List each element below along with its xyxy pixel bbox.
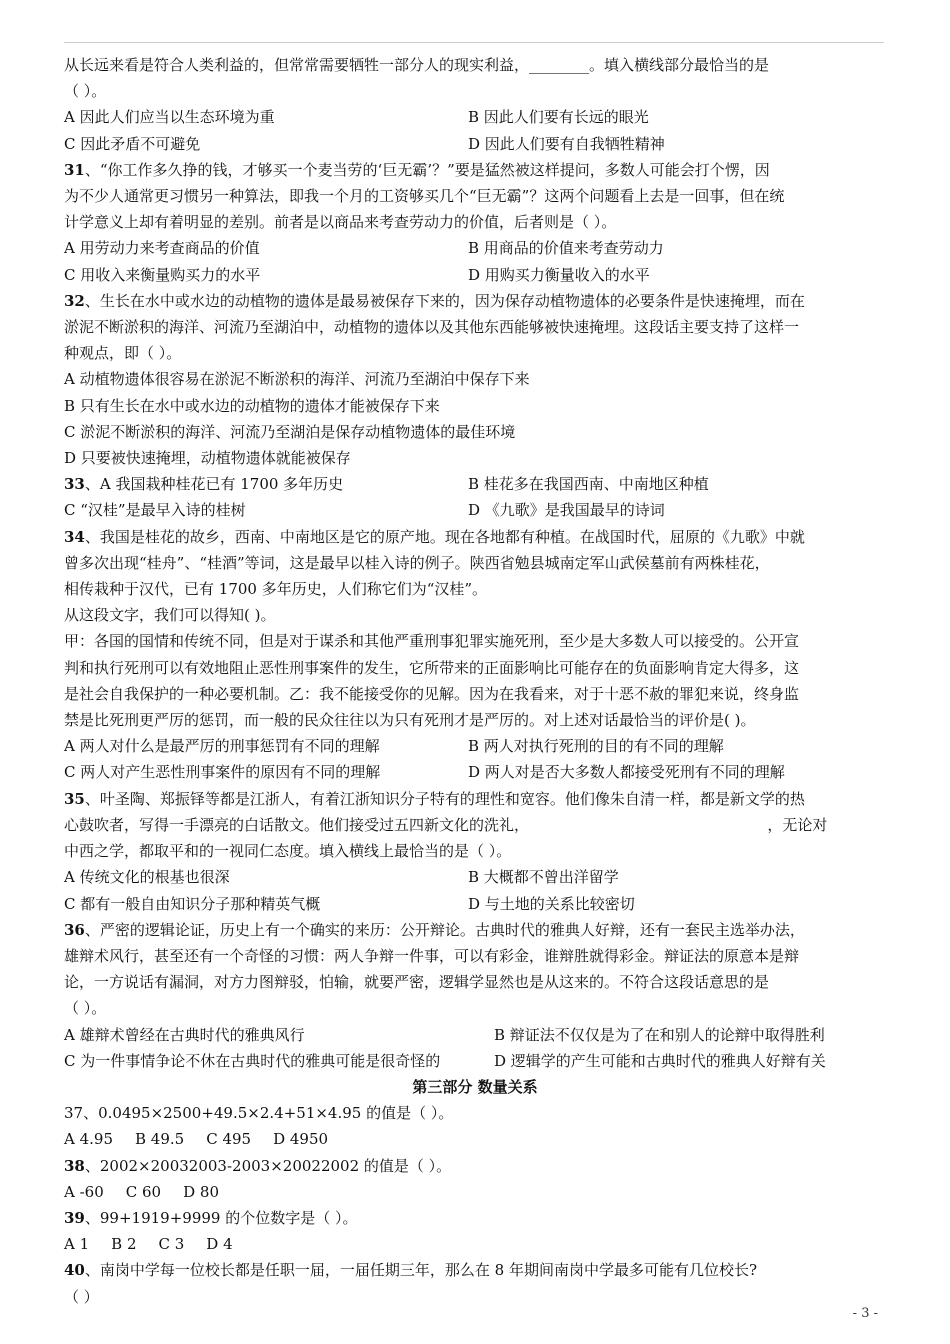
question-number: 35 — [64, 789, 85, 808]
question-33 — [64, 471, 886, 523]
question-text: 曾多次出现“桂舟”、“桂酒”等词，这是最早以桂入诗的例子。陕西省勉县城南定军山武侯墓前有两株桂花， — [64, 553, 770, 572]
option-a: A -60 — [64, 1182, 104, 1201]
question-38 — [64, 1153, 886, 1205]
option-d: D 因此人们要有自我牺牲精神 — [468, 134, 665, 153]
option-b: B 用商品的价值来考查劳动力 — [468, 239, 664, 258]
option-c: C 用收入来衡量购买力的水平 — [64, 265, 261, 284]
option-a: 、A 我国栽种桂花已有 1700 多年历史 — [84, 475, 344, 494]
question-34 — [64, 524, 886, 786]
option-a: A 雄辩术曾经在古典时代的雅典风行 — [64, 1025, 305, 1044]
option-c: C “汉桂”是最早入诗的桂树 — [64, 501, 246, 520]
option-b: B 因此人们要有长远的眼光 — [468, 108, 649, 127]
option-c: C 都有一般自由知识分子那种精英气概 — [64, 894, 321, 913]
question-number: 33 — [64, 475, 85, 494]
option-d: D 4 — [206, 1235, 233, 1254]
question-text: 是社会自我保护的一种必要机制。乙：我不能接受你的见解。因为在我看来，对于十恶不赦的罪犯来说，终身监 — [64, 684, 800, 703]
question-text: 从长远来看是符合人类利益的，但常常需要牺牲一部分人的现实利益，________。填入横线部分最恰当的是 — [64, 56, 770, 74]
question-text: 论，一方说话有漏洞，对方力图辩驳，怕输，就要严密，逻辑学显然也是从这来的。不符合这段话意思的是 — [64, 973, 770, 992]
question-40 — [64, 1257, 886, 1309]
question-number: 39 — [64, 1208, 85, 1227]
option-b: B 2 — [111, 1235, 137, 1254]
question-36 — [64, 917, 886, 1074]
question-text: 、99+1919+9999 的个位数字是（ ）。 — [84, 1208, 358, 1227]
question-text: 、叶圣陶、郑振铎等都是江浙人，有着江浙知识分子特有的理性和宽容。他们像朱自清一样，都是新文学的热 — [84, 789, 805, 808]
answer-blank: （ ）。 — [64, 999, 107, 1018]
option-c: C 两人对产生恶性刑事案件的原因有不同的理解 — [64, 763, 381, 782]
question-text: 为不少人通常更习惯另一种算法，即我一个月的工资够买几个“巨无霸”？这两个问题看上去是一回事，但在统 — [64, 187, 785, 206]
option-d: D 逻辑学的产生可能和古典时代的雅典人好辩有关 — [494, 1051, 826, 1070]
question-number: 31 — [64, 160, 85, 179]
answer-blank: （ ）。 — [64, 82, 107, 101]
question-text: 、“你工作多久挣的钱，才够买一个麦当劳的‘巨无霸’？”要是猛然被这样提问，多数人可能会打个愣，因 — [84, 160, 770, 179]
option-d: D 两人对是否大多数人都接受死刑有不同的理解 — [468, 763, 785, 782]
option-d: D 只要被快速掩埋，动植物遗体就能被保存 — [64, 449, 351, 468]
question-text: 从这段文字，我们可以得知( )。 — [64, 606, 276, 625]
question-number: 32 — [64, 291, 85, 310]
question-35 — [64, 786, 886, 917]
header-rule — [64, 42, 884, 43]
option-b: B 49.5 — [135, 1130, 185, 1149]
option-b: B 只有生长在水中或水边的动植物的遗体才能被保存下来 — [64, 396, 440, 415]
question-text: 中西之学，都取平和的一视同仁态度。填入横线上最恰当的是（ ）。 — [64, 842, 512, 861]
question-text: 种观点，即（ ）。 — [64, 344, 182, 363]
question-37 — [64, 1100, 886, 1152]
option-c: C 60 — [125, 1182, 162, 1201]
question-text: 、我国是桂花的故乡，西南、中南地区是它的原产地。现在各地都有种植。在战国时代，屈原的《九歌》中就 — [84, 527, 805, 546]
section-heading: 第三部分 数量关系 — [412, 1077, 538, 1096]
document-body — [64, 52, 886, 1310]
option-d: D 4950 — [273, 1130, 329, 1149]
option-c: C 为一件事情争论不休在古典时代的雅典可能是很奇怪的 — [64, 1051, 441, 1070]
question-number: 38 — [64, 1156, 85, 1175]
question-text: 、南岗中学每一位校长都是任职一届，一届任期三年，那么在 8 年期间南岗中学最多可能有几位校长? — [84, 1261, 758, 1280]
option-d: D 用购买力衡量收入的水平 — [468, 265, 650, 284]
question-number: 34 — [64, 527, 85, 546]
question-39 — [64, 1205, 886, 1257]
question-text: 、2002×20032003-2003×20022002 的值是（ ）。 — [84, 1156, 452, 1175]
option-b: B 大概都不曾出洋留学 — [468, 868, 619, 887]
question-32 — [64, 288, 886, 471]
option-a: A 两人对什么是最严厉的刑事惩罚有不同的理解 — [64, 737, 380, 756]
page-number: - 3 - — [852, 1306, 878, 1321]
question-text: 相传栽种于汉代，已有 1700 多年历史，人们称它们为“汉桂”。 — [64, 580, 488, 599]
question-text: 雄辩术风行，甚至还有一个奇怪的习惯：两人争辩一件事，可以有彩金，谁辩胜就得彩金。辩证法的原意本是辩 — [64, 946, 800, 965]
option-a: A 动植物遗体很容易在淤泥不断淤积的海洋、河流乃至湖泊中保存下来 — [64, 370, 530, 389]
option-c: C 3 — [158, 1235, 185, 1254]
question-intro — [64, 52, 886, 157]
question-text: 淤泥不断淤积的海洋、河流乃至湖泊中，动植物的遗体以及其他东西能够被快速掩埋。这段话主要支持了这样一 — [64, 318, 800, 337]
option-a: A 因此人们应当以生态环境为重 — [64, 108, 275, 127]
option-c: C 因此矛盾不可避免 — [64, 134, 201, 153]
option-d: D 《九歌》是我国最早的诗词 — [468, 501, 665, 520]
question-31 — [64, 157, 886, 288]
option-a: A 传统文化的根基也很深 — [64, 868, 230, 887]
question-text: 心鼓吹者，写得一手漂亮的白话散文。他们接受过五四新文化的洗礼， ，无论对 — [64, 815, 828, 834]
option-a: A 用劳动力来考查商品的价值 — [64, 239, 260, 258]
question-text: 禁是比死刑更严厉的惩罚，而一般的民众往往以为只有死刑才是严厉的。对上述对话最恰当的评价是( )。 — [64, 711, 756, 730]
question-text: 、生长在水中或水边的动植物的遗体是最易被保存下来的，因为保存动植物遗体的必要条件是快速掩埋，而在 — [84, 291, 805, 310]
option-c: C 495 — [206, 1130, 252, 1149]
option-a: A 1 — [64, 1235, 90, 1254]
question-text: 、严密的逻辑论证，历史上有一个确实的来历：公开辩论。古典时代的雅典人好辩，还有一套民主选举办法， — [84, 920, 805, 939]
question-number: 36 — [64, 920, 85, 939]
question-text: 计学意义上却有着明显的差别。前者是以商品来考查劳动力的价值，后者则是（ ）。 — [64, 213, 617, 232]
question-text: 判和执行死刑可以有效地阻止恶性刑事案件的发生，它所带来的正面影响比可能存在的负面影响肯定大得多，这 — [64, 658, 800, 677]
option-a: A 4.95 — [64, 1130, 113, 1149]
option-c: C 淤泥不断淤积的海洋、河流乃至湖泊是保存动植物遗体的最佳环境 — [64, 422, 516, 441]
option-b: B 两人对执行死刑的目的有不同的理解 — [468, 737, 724, 756]
option-d: D 与土地的关系比较密切 — [468, 894, 635, 913]
question-text: 37、0.0495×2500+49.5×2.4+51×4.95 的值是（ ）。 — [64, 1104, 454, 1123]
option-d: D 80 — [183, 1182, 219, 1201]
answer-blank: （ ） — [64, 1287, 99, 1306]
option-b: B 辩证法不仅仅是为了在和别人的论辩中取得胜利 — [494, 1025, 825, 1044]
option-b: B 桂花多在我国西南、中南地区种植 — [468, 475, 709, 494]
question-text: 甲：各国的国情和传统不同，但是对于谋杀和其他严重刑事犯罪实施死刑，至少是大多数人可以接受的。公开宣 — [64, 632, 800, 651]
question-number: 40 — [64, 1261, 85, 1280]
